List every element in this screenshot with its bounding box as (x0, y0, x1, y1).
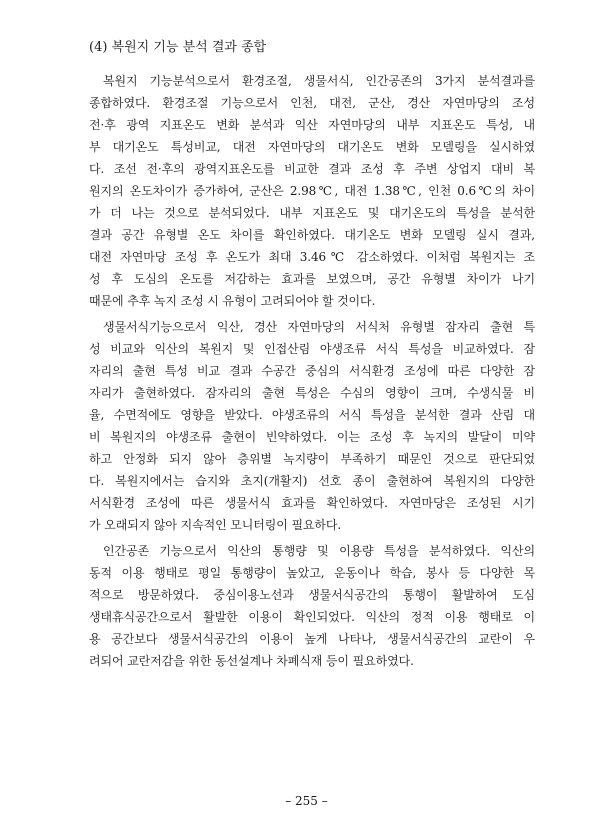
text-line: 생물서식기능으로서 익산, 경산 자연마당의 서식처 유형별 잠자리 출현 특 (103, 320, 535, 334)
text-line: 결과 공간 유형별 온도 차이를 확인하였다. 대기온도 변화 모델링 실시 결과, (89, 228, 535, 242)
body-text (89, 70, 535, 672)
text-line: 복원지 기능분석으로서 환경조절, 생물서식, 인간공존의 3가지 분석결과를 (103, 74, 535, 88)
text-line: 원지의 온도차이가 증가하여, 군산은 2.98℃, 대전 1.38℃, 인천 0.6℃의 차이 (89, 184, 535, 198)
text-line: 다. 복원지에서는 습지와 초지(개활지) 선호 종이 출현하여 복원지의 다양한 (89, 474, 535, 488)
text-line: 부 대기온도 특성비교, 대전 자연마당의 대기온도 변화 모델링을 실시하였 (89, 140, 535, 154)
text-line: 가 오래되지 않아 지속적인 모니터링이 필요하다. (89, 518, 342, 532)
text-line: 성 비교와 익산의 복원지 및 인접산림 야생조류 서식 특성을 비교하였다. 잠 (89, 342, 535, 356)
text-line: 종합하였다. 환경조절 기능으로서 인천, 대전, 군산, 경산 자연마당의 조성 (89, 96, 535, 110)
text-line: 다. 조선 전·후의 광역지표온도를 비교한 결과 조성 후 주변 상업지 대비 복 (89, 162, 535, 176)
text-line: 자리가 출현하였다. 잠자리의 출현 특성은 수심의 영향이 크며, 수생식물 비 (89, 386, 535, 400)
text-line: 전·후 광역 지표온도 변화 분석과 익산 자연마당의 내부 지표온도 특성, 내 (89, 118, 535, 132)
paragraph-environment (89, 70, 535, 312)
text-line: 려되어 교란저감을 위한 동선설계나 차폐식재 등이 필요하였다. (89, 654, 414, 668)
text-line: 용 공간보다 생물서식공간의 이용이 높게 나타나, 생물서식공간의 교란이 우 (89, 632, 535, 646)
text-line: 성 후 도심의 온도를 저감하는 효과를 보였으며, 공간 유형별 차이가 나기 (89, 272, 535, 286)
text-line: 가 더 나는 것으로 분석되었다. 내부 지표온도 및 대기온도의 특성을 분석한 (89, 206, 535, 220)
text-line: 동적 이용 행태로 평일 통행량이 높았고, 운동이나 학습, 봉사 등 다양한 목 (89, 566, 535, 580)
paragraph-human-coexistence (89, 540, 535, 672)
text-line: 적으로 방문하였다. 중심이용노선과 생물서식공간의 통행이 활발하여 도심 (89, 588, 535, 602)
text-line: 서식환경 조성에 따른 생물서식 효과를 확인하였다. 자연마당은 조성된 시기 (89, 496, 535, 510)
section-heading: (4) 복원지 기능 분석 결과 종합 (89, 40, 267, 55)
text-line: 생태휴식공간으로서 활발한 이용이 확인되었다. 익산의 정적 이용 행태로 이 (89, 610, 535, 624)
text-line: 하고 안정화 되지 않아 층위별 녹지량이 부족하기 때문인 것으로 판단되었 (89, 452, 535, 466)
page-number: – 255 – (285, 794, 328, 808)
text-line: 비 복원지의 야생조류 출현이 빈약하였다. 이는 조성 후 녹지의 발달이 미약 (89, 430, 535, 444)
text-line: 자리의 출현 특성 비교 결과 수공간 중심의 서식환경 조성에 따른 다양한 잠 (89, 364, 535, 378)
text-line: 인간공존 기능으로서 익산의 통행량 및 이용량 특성을 분석하였다. 익산의 (103, 544, 535, 558)
text-line: 때문에 추후 녹지 조성 시 유형이 고려되어야 할 것이다. (89, 294, 376, 308)
text-line: 율, 수면적에도 영향을 받았다. 야생조류의 서식 특성을 분석한 결과 산림 대 (89, 408, 535, 422)
paragraph-habitat (89, 316, 535, 536)
text-line: 대전 자연마당 조성 후 온도가 최대 3.46℃ 감소하였다. 이처럼 복원지는 조 (89, 250, 535, 264)
